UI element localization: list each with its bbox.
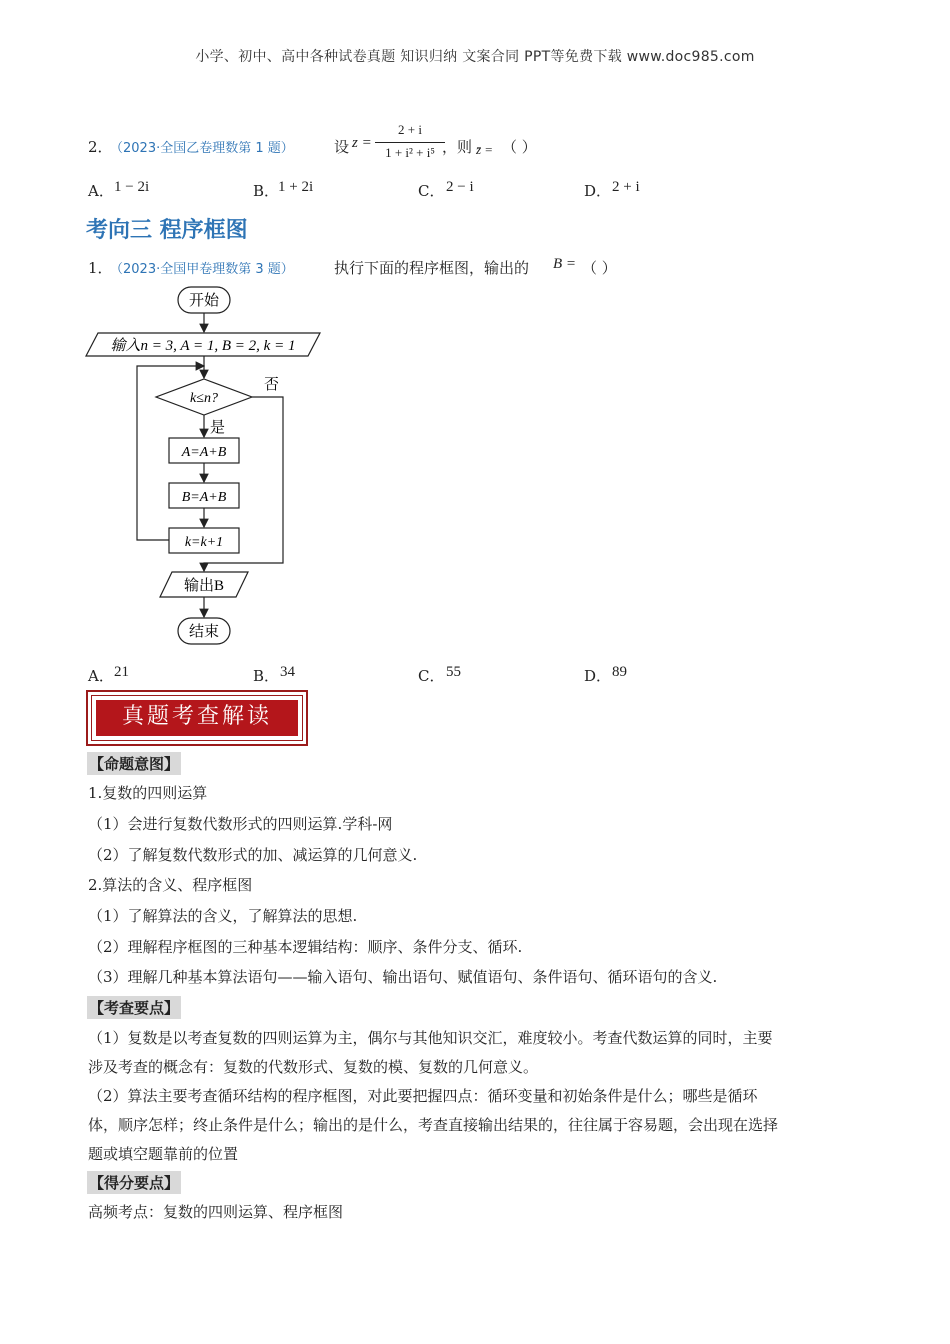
q2-conj-z: z̄ =: [476, 142, 494, 157]
q2-option-c-label: C．: [418, 182, 445, 200]
heading-scoring: 【得分要点】: [87, 1171, 181, 1194]
scoring-line: 高频考点：复数的四则运算、程序框图: [88, 1203, 344, 1221]
q2-stem-mid: ，则: [442, 138, 473, 156]
key-point-2b: 体，顺序怎样；终止条件是什么；输出的是什么，考查直接输出结果的，往往属于容易题，会出现在选择: [88, 1116, 779, 1134]
intent-line-2: （1）会进行复数代数形式的四则运算.学科-网: [88, 815, 393, 833]
q1-option-b-value: 34: [280, 664, 295, 680]
q1-option-b-label: B．: [253, 667, 280, 685]
q1-source: （2023·全国甲卷理数第 3 题）: [110, 262, 294, 277]
intent-line-7: （3）理解几种基本算法语句——输入语句、输出语句、赋值语句、条件语句、循环语句的含义.: [88, 968, 718, 986]
section-title: 考向三 程序框图: [86, 218, 248, 243]
q1-option-a-value: 21: [114, 664, 129, 680]
q2-option-a-label: A．: [88, 182, 114, 200]
flow-end-text: 结束: [188, 624, 220, 640]
q1-option-c-value: 55: [446, 664, 461, 680]
flow-start-text: 开始: [188, 293, 220, 309]
flow-step-b-text: B=A+B: [181, 490, 227, 505]
q2-option-d-label: D．: [584, 182, 612, 200]
q2-z-eq: z =: [352, 135, 372, 151]
q1-number: 1．: [88, 259, 113, 277]
q1-option-c-label: C．: [418, 667, 445, 685]
flow-no-label: 否: [264, 377, 280, 393]
q1-stem: 执行下面的程序框图，输出的: [334, 259, 530, 277]
heading-key-points: 【考查要点】: [87, 996, 181, 1019]
q2-stem-pre: 设: [334, 138, 350, 156]
intent-line-3: （2）了解复数代数形式的加、减运算的几何意义.: [88, 846, 418, 864]
q1-option-a-label: A．: [88, 667, 114, 685]
key-point-2c: 题或填空题靠前的位置: [88, 1145, 239, 1163]
q2-option-b-value: 1 + 2i: [278, 179, 314, 195]
flow-decision-text: k≤n?: [190, 391, 218, 406]
intent-line-1: 1.复数的四则运算: [88, 784, 208, 802]
flow-output-text: 输出B: [183, 578, 225, 594]
page-header: 小学、初中、高中各种试卷真题 知识归纳 文案合同 PPT等免费下载 www.doc985.com: [195, 49, 755, 65]
key-point-1a: （1）复数是以考查复数的四则运算为主，偶尔与其他知识交汇，难度较小。考查代数运算的同时，主要: [88, 1029, 773, 1047]
q2-answer-paren: （ ）: [502, 138, 537, 156]
q2-numerator: 2 + i: [398, 122, 422, 137]
flow-step-a-text: A=A+B: [181, 445, 227, 460]
intent-line-6: （2）理解程序框图的三种基本逻辑结构：顺序、条件分支、循环.: [88, 938, 523, 956]
q2-fraction-bar: [375, 142, 445, 143]
flow-step-k-text: k=k+1: [184, 535, 224, 550]
q2-option-a-value: 1 − 2i: [114, 179, 150, 195]
heading-intent: 【命题意图】: [87, 752, 181, 775]
q2-option-c-value: 2 − i: [446, 179, 474, 195]
q1-answer-paren: （ ）: [582, 259, 617, 277]
q2-option-b-label: B．: [253, 182, 280, 200]
q2-number: 2．: [88, 138, 113, 156]
flow-yes-label: 是: [210, 420, 226, 436]
q1-var: B =: [553, 256, 577, 272]
key-point-1b: 涉及考查的概念有：复数的代数形式、复数的模、复数的几何意义。: [88, 1058, 539, 1076]
flow-input-text: 输入n = 3, A = 1, B = 2, k = 1: [110, 338, 296, 354]
key-point-2a: （2）算法主要考查循环结构的程序框图，对此要把握四点：循环变量和初始条件是什么；哪些是循环: [88, 1087, 758, 1105]
q1-option-d-value: 89: [612, 664, 627, 680]
banner-title: 真题考查解读: [96, 700, 298, 736]
intent-line-5: （1）了解算法的含义，了解算法的思想.: [88, 907, 358, 925]
q2-source: （2023·全国乙卷理数第 1 题）: [110, 141, 294, 156]
program-flowchart: [80, 280, 340, 650]
q2-option-d-value: 2 + i: [612, 179, 640, 195]
intent-line-4: 2.算法的含义、程序框图: [88, 876, 253, 894]
q2-denominator: 1 + i² + i⁵: [385, 145, 435, 160]
q1-option-d-label: D．: [584, 667, 612, 685]
banner-frame: [86, 690, 308, 746]
